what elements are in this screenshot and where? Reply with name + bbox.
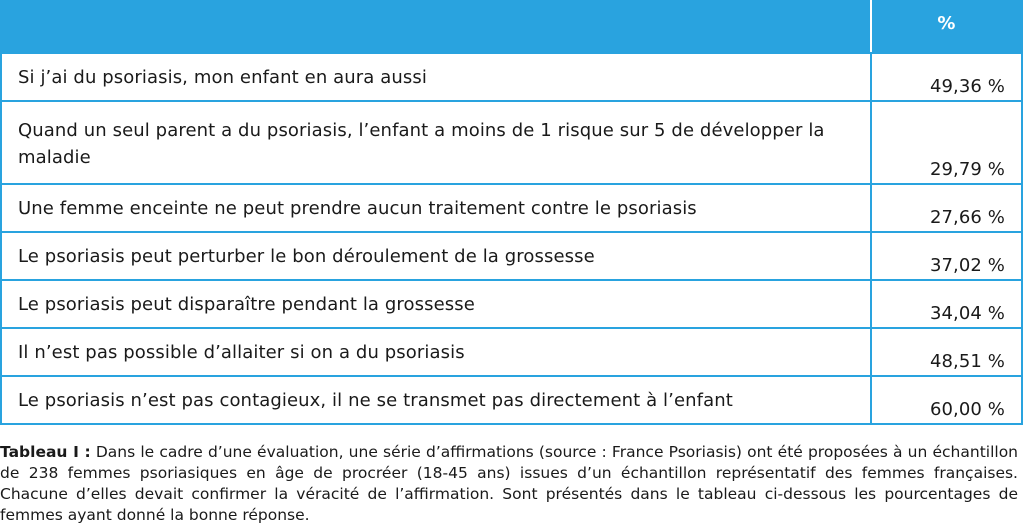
percent-cell: 29,79 % [871, 101, 1022, 184]
percent-cell: 34,04 % [871, 280, 1022, 328]
statement-cell: Quand un seul parent a du psoriasis, l’enfant a moins de 1 risque sur 5 de développer la maladie [1, 101, 871, 184]
statement-cell: Il n’est pas possible d’allaiter si on a du psoriasis [1, 328, 871, 376]
statement-cell: Le psoriasis n’est pas contagieux, il ne se transmet pas directement à l’enfant [1, 376, 871, 424]
percent-cell: 27,66 % [871, 184, 1022, 232]
table-caption [0, 442, 1018, 526]
table-row [1, 53, 1022, 101]
header-percent-cell: % [871, 1, 1022, 53]
table-row [1, 232, 1022, 280]
percent-cell: 60,00 % [871, 376, 1022, 424]
percent-cell: 37,02 % [871, 232, 1022, 280]
table-row [1, 280, 1022, 328]
caption-label: Tableau I : [0, 442, 91, 461]
header-statement-cell [1, 1, 871, 53]
table-row [1, 101, 1022, 184]
statement-cell: Le psoriasis peut disparaître pendant la grossesse [1, 280, 871, 328]
table-header-row [1, 1, 1022, 53]
statement-cell: Une femme enceinte ne peut prendre aucun traitement contre le psoriasis [1, 184, 871, 232]
percent-cell: 49,36 % [871, 53, 1022, 101]
statement-cell: Si j’ai du psoriasis, mon enfant en aura aussi [1, 53, 871, 101]
table-row [1, 184, 1022, 232]
statement-cell: Le psoriasis peut perturber le bon déroulement de la grossesse [1, 232, 871, 280]
caption-text: Dans le cadre d’une évaluation, une série d’affirmations (source : France Psoriasis) ont été proposées à un échantillon de 238 femmes psoriasiques en âge de procréer (18-45 ans) issues d’un échantillon représentatif des femmes françaises. Chacune d’elles devait confirmer la véracité de l’affirmation. Sont présentés dans le tableau ci-dessous les pourcentages de femmes ayant donné la bonne réponse. [0, 442, 1019, 524]
percent-cell: 48,51 % [871, 328, 1022, 376]
table-row [1, 328, 1022, 376]
table-row [1, 376, 1022, 424]
